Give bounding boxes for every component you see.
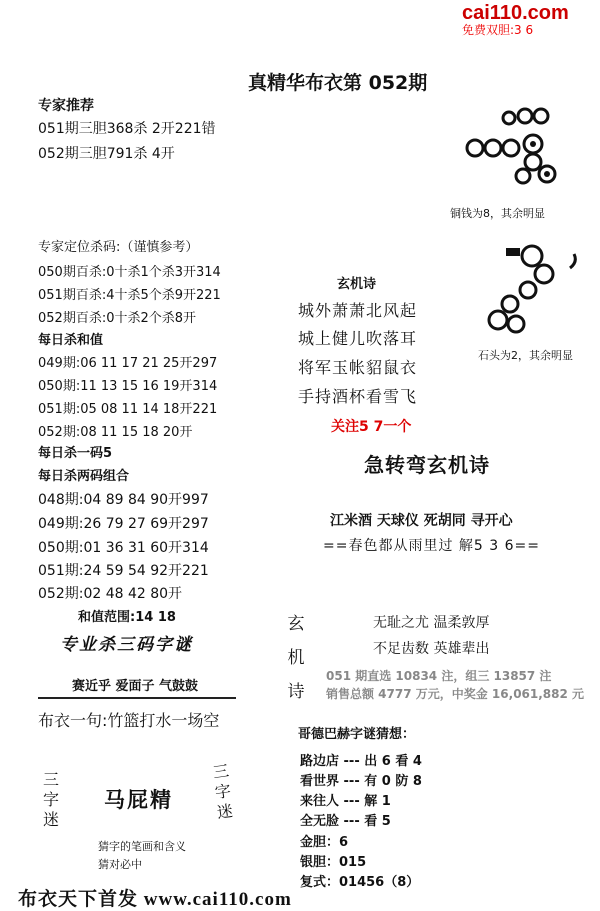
xuanjishi-char-3: 诗 xyxy=(287,682,305,702)
sum-line-1: 049期:06 11 17 21 25开297 xyxy=(38,356,218,371)
coins-illustration xyxy=(455,100,565,195)
one-code-title: 每日杀一码5 xyxy=(38,446,113,461)
compound-bet: 复式：01456（8） xyxy=(300,875,420,890)
poem-line-1: 城外萧萧北风起 xyxy=(298,301,418,320)
gold-dan: 金胆：6 xyxy=(300,835,349,850)
goldbach-line-1: 路边店 --- 出 6 看 4 xyxy=(300,754,422,769)
sanzimi-left-1: 三 xyxy=(42,770,59,789)
expert-line-2: 052期三胆791杀 4开 xyxy=(38,146,175,162)
page-title: 真精华布衣第 052期 xyxy=(248,72,428,94)
free-note: 免费双胆:3 6 xyxy=(462,23,534,37)
xjs-line-2: 不足齿数 英雄辈出 xyxy=(373,641,490,657)
sum-title: 每日杀和值 xyxy=(38,333,104,348)
poem-title: 玄机诗 xyxy=(337,277,377,292)
two-line-5: 052期:02 48 42 80开 xyxy=(38,586,183,602)
sanzimi-left-3: 迷 xyxy=(42,810,59,829)
chunse-line: ==春色都从雨里过 解5 3 6== xyxy=(323,538,540,554)
riddle-title: 专业杀三码字谜 xyxy=(60,635,193,654)
footer-banner: 布衣天下首发 www.cai110.com xyxy=(18,889,292,910)
sum-line-2: 050期:11 13 15 16 19开314 xyxy=(38,379,218,394)
sanzimi-right-3: 迷 xyxy=(215,800,235,823)
riddle-words: 赛近乎 爱面子 气鼓鼓 xyxy=(72,679,199,694)
expert-title: 专家推荐 xyxy=(38,98,94,114)
focus-note: 关注5 7一个 xyxy=(331,419,412,435)
sanzimi-left-2: 字 xyxy=(42,790,59,809)
poem-line-3: 将军玉帐貂鼠衣 xyxy=(298,358,418,377)
goldbach-line-3: 来往人 --- 解 1 xyxy=(300,794,391,809)
lottery-stats-1: 051 期直选 10834 注，组三 13857 注 xyxy=(326,669,552,683)
goldbach-line-2: 看世界 --- 有 0 防 8 xyxy=(300,774,422,789)
site-logo-text: cai110.com xyxy=(462,2,569,24)
buyi-sentence: 布衣一句:竹篮打水一场空 xyxy=(38,711,220,730)
guess-hint-1: 猜字的笔画和含义 xyxy=(98,840,186,853)
guess-hint-2: 猜对必中 xyxy=(98,858,142,871)
kill-line-1: 050期百杀:0十杀1个杀3开314 xyxy=(38,265,221,280)
kill-line-2: 051期百杀:4十杀5个杀9开221 xyxy=(38,288,221,303)
goldbach-title: 哥德巴赫字谜猜想： xyxy=(298,727,416,742)
two-line-1: 048期:04 89 84 90开997 xyxy=(38,492,209,508)
sum-line-3: 051期:05 08 11 14 18开221 xyxy=(38,402,218,417)
divider xyxy=(38,697,236,699)
lottery-stats-2: 销售总额 4777 万元，中奖金 16,061,882 元 xyxy=(326,687,585,701)
xuanjishi-char-2: 机 xyxy=(287,648,305,668)
silver-dan: 银胆：015 xyxy=(300,855,367,870)
stones-illustration xyxy=(482,238,582,338)
sanzimi-right-1: 三 xyxy=(211,760,231,783)
two-line-3: 050期:01 36 31 60开314 xyxy=(38,540,209,556)
two-line-4: 051期:24 59 54 92开221 xyxy=(38,563,209,579)
two-code-title: 每日杀两码组合 xyxy=(38,469,130,484)
coin-caption: 铜钱为8，其余明显 xyxy=(450,207,545,220)
xjs-line-1: 无耻之尤 温柔敦厚 xyxy=(373,615,490,631)
sanzimi-right-2: 字 xyxy=(213,780,233,803)
goldbach-line-4: 全无脸 --- 看 5 xyxy=(300,814,391,829)
two-line-2: 049期:26 79 27 69开297 xyxy=(38,516,209,532)
xuanjishi-char-1: 玄 xyxy=(287,614,305,634)
poem-line-2: 城上健儿吹落耳 xyxy=(298,329,418,348)
stone-caption: 石头为2，其余明显 xyxy=(478,349,573,362)
sum-line-4: 052期:08 11 15 18 20开 xyxy=(38,425,193,440)
poem-line-4: 手持酒杯看雪飞 xyxy=(298,387,418,406)
jiangmijiu-line: 江米酒 天球仪 死胡同 寻开心 xyxy=(330,513,513,529)
kill-line-3: 052期百杀:0十杀2个杀8开 xyxy=(38,311,197,326)
jizhuanwan-title: 急转弯玄机诗 xyxy=(364,453,490,477)
expert-line-1: 051期三胆368杀 2开221错 xyxy=(38,121,216,137)
mapijing-riddle: 马屁精 xyxy=(104,788,173,812)
sum-range: 和值范围:14 18 xyxy=(78,610,176,625)
kill-title: 专家定位杀码:（谨慎参考） xyxy=(38,240,199,255)
